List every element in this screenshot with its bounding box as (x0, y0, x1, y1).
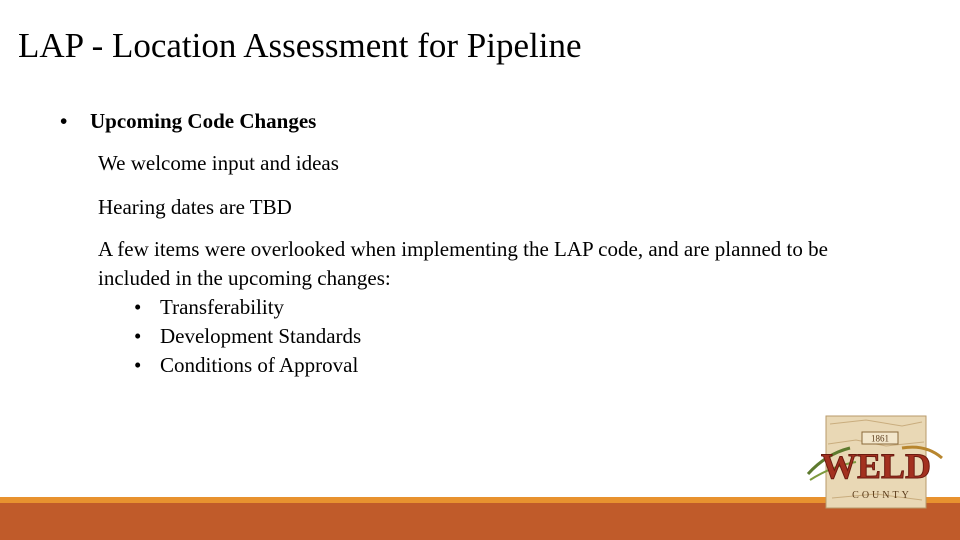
weld-county-logo (806, 414, 944, 510)
paragraph-input: We welcome input and ideas (98, 151, 339, 175)
sub-item (98, 351, 858, 380)
sub-item-text: Transferability (160, 295, 285, 319)
logo-word: WELD (820, 446, 932, 486)
paragraph-overlooked-text: A few items were overlooked when implementing the LAP code, and are planned to be included in the upcoming changes: (98, 237, 828, 290)
bullet-glyph: • (60, 109, 68, 133)
logo-year: 1861 (871, 433, 889, 444)
slide-title: LAP - Location Assessment for Pipeline (18, 26, 582, 65)
bullet-glyph: • (134, 324, 142, 348)
sub-item (98, 293, 858, 322)
sub-item (98, 322, 858, 351)
bullet-glyph: • (134, 295, 142, 319)
logo-subword: COUNTY (852, 490, 912, 501)
sub-item-text: Development Standards (160, 324, 362, 348)
bullet-glyph: • (134, 353, 142, 377)
sub-item-list (98, 293, 858, 380)
sub-item-text: Conditions of Approval (160, 353, 359, 377)
main-bullet-text: Upcoming Code Changes (90, 109, 317, 133)
weld-county-logo-graphic (806, 414, 944, 510)
main-bullet (60, 108, 316, 134)
paragraph-hearing: Hearing dates are TBD (98, 195, 292, 219)
paragraph-overlooked (98, 235, 858, 380)
